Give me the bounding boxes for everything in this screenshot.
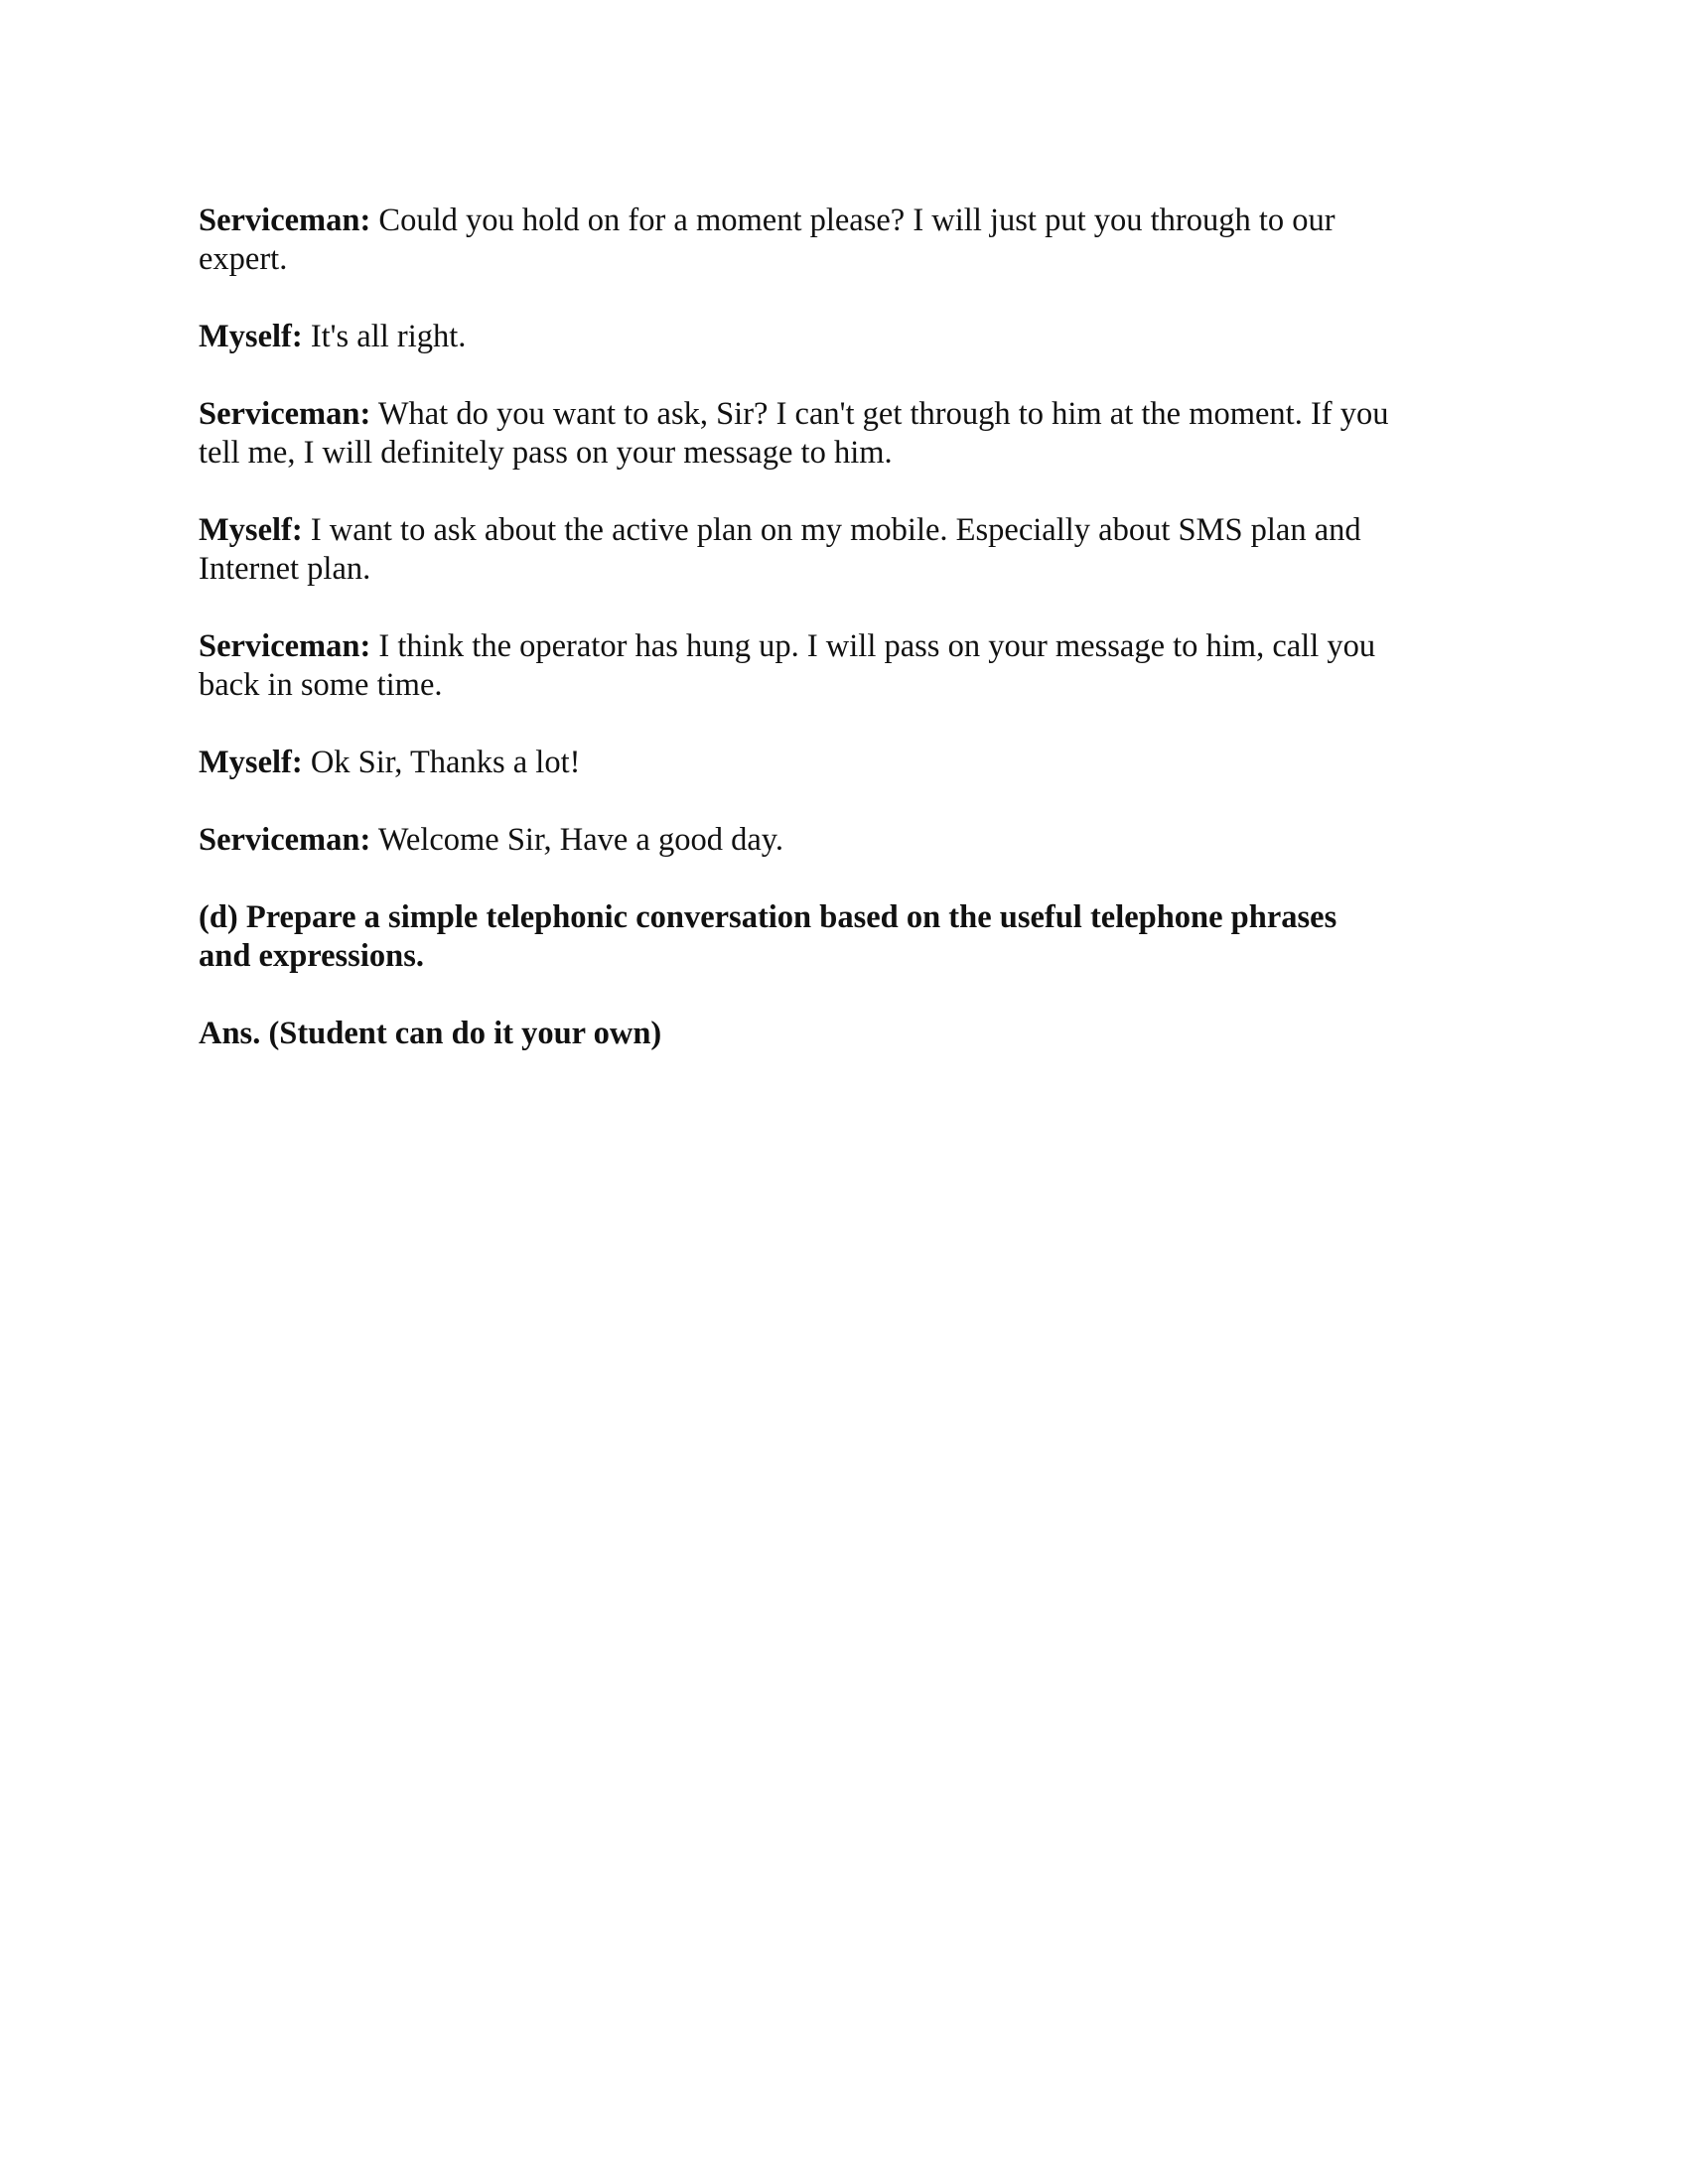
dialogue-text: Ok Sir, Thanks a lot! <box>310 745 581 780</box>
dialogue-line <box>199 821 1499 860</box>
dialogue-turn-myself <box>199 511 1499 589</box>
dialogue-text: tell me, I will definitely pass on your message to him. <box>199 435 893 471</box>
dialogue-line <box>199 434 1499 473</box>
dialogue-line <box>199 240 1499 279</box>
speaker-label: Myself: <box>199 319 303 354</box>
answer-line: Ans. (Student can do it your own) <box>199 1016 662 1051</box>
dialogue-text: back in some time. <box>199 667 443 703</box>
dialogue-text: It's all right. <box>310 319 467 354</box>
dialogue-line <box>199 666 1499 705</box>
dialogue-line <box>199 744 1499 782</box>
speaker-label: Serviceman: <box>199 396 371 432</box>
question-heading <box>199 898 1499 976</box>
dialogue-turn-serviceman <box>199 821 1499 860</box>
speaker-label: Myself: <box>199 745 303 780</box>
dialogue-turn-serviceman <box>199 395 1499 473</box>
dialogue-turn-serviceman <box>199 202 1499 279</box>
question-line: (d) Prepare a simple telephonic conversation based on the useful telephone phrases <box>199 899 1337 935</box>
speaker-label: Serviceman: <box>199 628 371 664</box>
document-page <box>199 202 1499 1092</box>
speaker-label: Myself: <box>199 512 303 548</box>
dialogue-text: Welcome Sir, Have a good day. <box>377 822 784 858</box>
dialogue-text: Could you hold on for a moment please? I will just put you through to our <box>378 203 1336 238</box>
dialogue-turn-serviceman <box>199 627 1499 705</box>
speaker-label: Serviceman: <box>199 822 371 858</box>
dialogue-turn-myself <box>199 318 1499 356</box>
dialogue-turn-myself <box>199 744 1499 782</box>
dialogue-text: I want to ask about the active plan on my mobile. Especially about SMS plan and <box>310 512 1361 548</box>
dialogue-text: What do you want to ask, Sir? I can't get through to him at the moment. If you <box>377 396 1389 432</box>
dialogue-line <box>199 550 1499 589</box>
question-line: and expressions. <box>199 938 424 974</box>
dialogue-line <box>199 318 1499 356</box>
dialogue-text: Internet plan. <box>199 551 371 587</box>
answer-text <box>199 1015 1499 1053</box>
dialogue-line <box>199 395 1499 434</box>
dialogue-text: I think the operator has hung up. I will pass on your message to him, call you <box>378 628 1376 664</box>
dialogue-line <box>199 511 1499 550</box>
dialogue-line <box>199 202 1499 240</box>
dialogue-line <box>199 627 1499 666</box>
speaker-label: Serviceman: <box>199 203 371 238</box>
dialogue-text: expert. <box>199 241 288 277</box>
